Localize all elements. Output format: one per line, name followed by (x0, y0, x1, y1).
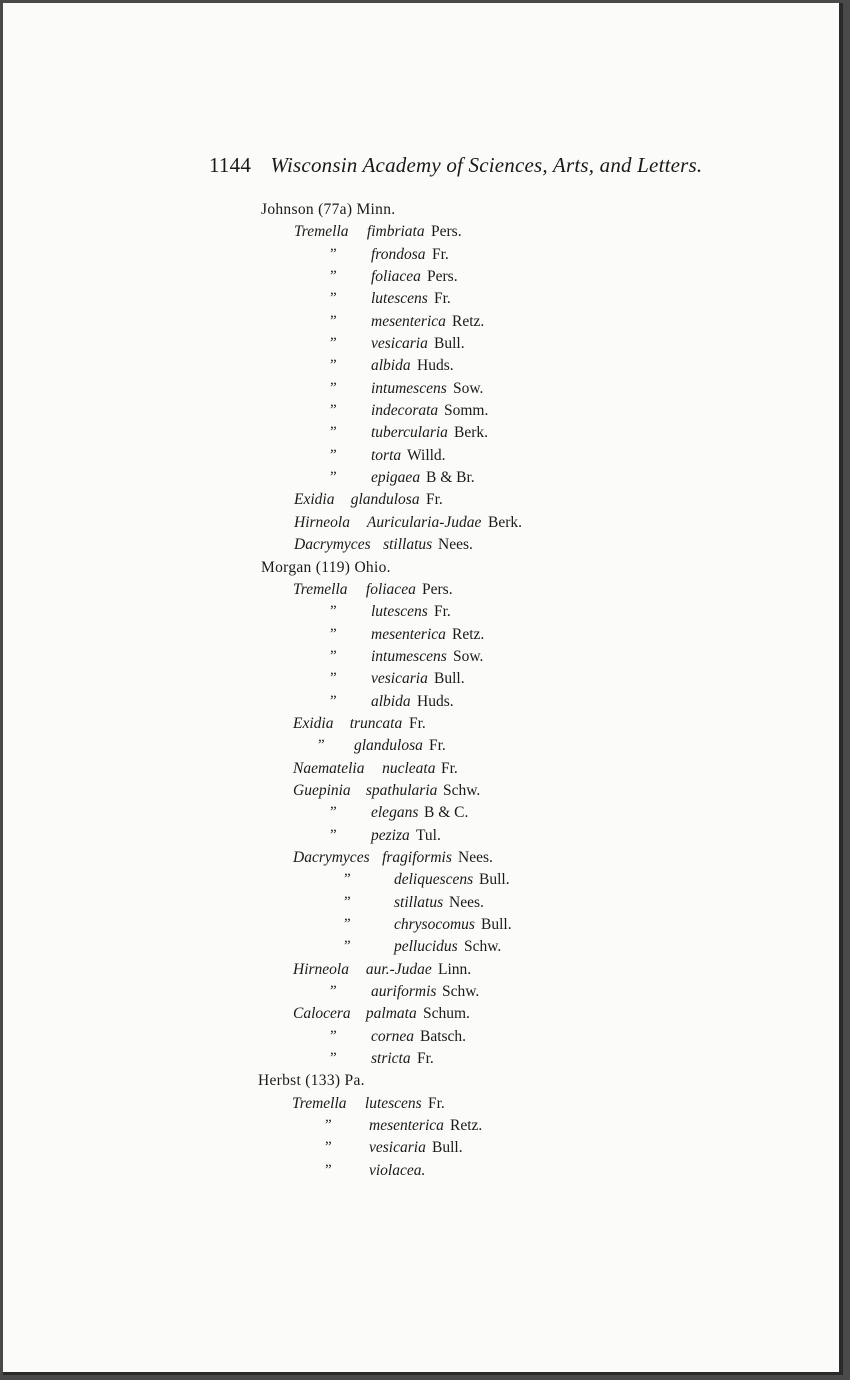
species-epithet: aur.-Judae (365, 960, 432, 978)
author-abbrev: Schw. (442, 983, 480, 1001)
locality-text: Johnson (77a) Minn. (261, 201, 396, 218)
author-abbrev: Fr. (428, 1094, 445, 1112)
species-epithet: Auricularia-Judae (366, 513, 482, 531)
species-epithet: lutescens (371, 603, 428, 621)
species-epithet: violacea. (369, 1161, 426, 1179)
ditto-mark: ” (330, 335, 337, 352)
species-epithet: foliacea (365, 580, 416, 598)
species-epithet: intumescens (371, 647, 447, 665)
species-epithet: glandulosa (350, 491, 420, 509)
species-entry (3, 938, 843, 960)
ditto-mark: ” (330, 826, 337, 843)
species-epithet: albida (371, 692, 411, 710)
species-epithet: albida (371, 357, 411, 375)
author-abbrev: Retz. (452, 625, 485, 643)
species-entry (3, 424, 843, 446)
species-epithet: foliacea (371, 268, 421, 286)
author-abbrev: Nees. (449, 893, 484, 911)
author-abbrev: Huds. (417, 692, 454, 710)
species-entry (3, 1139, 843, 1161)
locality-heading (3, 559, 843, 581)
genus-name: Exidia (293, 714, 334, 732)
author-abbrev: Sow. (453, 379, 484, 397)
species-entry (3, 313, 843, 335)
ditto-mark: ” (330, 804, 337, 821)
journal-title: Wisconsin Academy of Sciences, Arts, and Letters. (270, 153, 703, 177)
ditto-mark: ” (330, 379, 337, 396)
species-entry (3, 1028, 843, 1050)
ditto-mark: ” (325, 1161, 332, 1178)
author-abbrev: Linn. (438, 960, 472, 978)
species-entry (3, 1117, 843, 1139)
species-entry (3, 871, 843, 893)
ditto-mark: ” (330, 312, 337, 329)
species-epithet: intumescens (371, 379, 447, 397)
locality-text: Morgan (119) Ohio. (261, 558, 391, 576)
species-epithet: spathularia (365, 781, 438, 799)
species-entry (3, 469, 843, 491)
author-abbrev: Pers. (422, 580, 453, 598)
species-epithet: fragiformis (382, 848, 452, 866)
ditto-mark: ” (330, 446, 337, 463)
species-entry (3, 715, 843, 737)
species-entry (3, 223, 843, 245)
species-entry (3, 447, 843, 469)
author-abbrev: Bull. (479, 871, 510, 889)
species-epithet: vesicaria (371, 670, 428, 688)
species-epithet: stillatus (394, 893, 444, 911)
ditto-mark: ” (330, 1027, 337, 1044)
species-entry (3, 804, 843, 826)
species-epithet: frondosa (371, 245, 426, 263)
species-entry (3, 1005, 843, 1027)
ditto-mark: ” (325, 1139, 332, 1156)
genus-name: Calocera (293, 1005, 351, 1023)
species-entry (3, 491, 843, 513)
species-entry (3, 983, 843, 1005)
page-header (209, 153, 702, 178)
page-number: 1144 (209, 153, 252, 177)
author-abbrev: Nees. (458, 848, 493, 866)
species-entry (3, 1050, 843, 1072)
author-abbrev: Schw. (443, 781, 481, 799)
ditto-mark: ” (330, 625, 337, 642)
author-abbrev: Fr. (426, 491, 443, 509)
ditto-mark: ” (344, 893, 351, 910)
species-entry (3, 514, 843, 536)
species-epithet: nucleata (382, 759, 436, 777)
ditto-mark: ” (330, 603, 337, 620)
species-entry (3, 246, 843, 268)
ditto-mark: ” (330, 357, 337, 374)
species-entry (3, 670, 843, 692)
species-entry (3, 603, 843, 625)
species-epithet: fimbriata (366, 223, 425, 241)
author-abbrev: B & Br. (426, 469, 475, 487)
species-entry (3, 268, 843, 290)
author-abbrev: Willd. (407, 446, 446, 464)
ditto-mark: ” (344, 916, 351, 932)
genus-name: Exidia (294, 491, 335, 509)
species-epithet: mesenterica (371, 625, 446, 643)
author-abbrev: Fr. (434, 603, 451, 621)
ditto-mark: ” (330, 670, 337, 687)
species-entry (3, 380, 843, 402)
author-abbrev: Fr. (434, 290, 451, 308)
author-abbrev: Bull. (434, 670, 465, 688)
species-entry (3, 849, 843, 871)
ditto-mark: ” (330, 647, 337, 664)
species-entry (3, 648, 843, 670)
species-entry (3, 1162, 843, 1184)
species-epithet: stricta (371, 1050, 411, 1068)
species-epithet: vesicaria (369, 1139, 426, 1157)
species-epithet: auriformis (371, 983, 437, 1001)
species-entry (3, 737, 843, 759)
author-abbrev: Fr. (432, 245, 449, 263)
ditto-mark: ” (330, 983, 337, 1000)
author-abbrev: Bull. (481, 916, 512, 933)
locality-heading (3, 1072, 843, 1094)
ditto-mark: ” (330, 469, 337, 486)
author-abbrev: Tul. (416, 826, 441, 844)
author-abbrev: Retz. (450, 1117, 483, 1135)
genus-name: Dacrymyces (293, 848, 370, 866)
species-epithet: chrysocomus (394, 916, 475, 933)
species-entry (3, 894, 843, 916)
species-entry (3, 916, 843, 938)
species-entry (3, 1095, 843, 1117)
author-abbrev: B & C. (424, 804, 469, 822)
genus-name: Tremella (294, 223, 349, 241)
author-abbrev: Fr. (409, 714, 426, 732)
ditto-mark: ” (330, 402, 337, 419)
species-epithet: stillatus (383, 536, 433, 554)
author-abbrev: Batsch. (420, 1027, 467, 1045)
genus-name: Dacrymyces (294, 536, 371, 554)
author-abbrev: Pers. (427, 268, 458, 286)
species-epithet: cornea (371, 1027, 415, 1045)
species-epithet: peziza (371, 826, 410, 844)
species-epithet: pellucidus (394, 938, 458, 956)
genus-name: Hirneola (293, 960, 349, 978)
genus-name: Hirneola (294, 513, 350, 531)
species-entry (3, 961, 843, 983)
author-abbrev: Retz. (452, 312, 485, 330)
author-abbrev: Schw. (464, 938, 502, 956)
author-abbrev: Fr. (429, 737, 446, 755)
species-entry (3, 827, 843, 849)
species-epithet: palmata (365, 1005, 417, 1023)
species-entry (3, 693, 843, 715)
species-epithet: indecorata (371, 402, 439, 420)
species-entry (3, 626, 843, 648)
ditto-mark: ” (330, 290, 337, 307)
author-abbrev: Fr. (441, 759, 458, 777)
author-abbrev: Sow. (453, 647, 484, 665)
species-entry (3, 335, 843, 357)
author-abbrev: Nees. (438, 536, 473, 554)
species-entry (3, 357, 843, 379)
locality-heading (3, 201, 843, 223)
species-epithet: mesenterica (371, 312, 446, 330)
species-entry (3, 581, 843, 603)
author-abbrev: Huds. (417, 357, 454, 375)
species-epithet: epigaea (371, 469, 421, 487)
species-epithet: torta (371, 446, 402, 464)
genus-name: Guepinia (293, 781, 351, 799)
species-epithet: tubercularia (371, 424, 448, 442)
author-abbrev: Fr. (417, 1050, 434, 1068)
species-epithet: vesicaria (371, 335, 428, 353)
species-epithet: truncata (349, 714, 403, 732)
species-epithet: mesenterica (369, 1117, 444, 1135)
species-entry (3, 536, 843, 558)
species-entry (3, 782, 843, 804)
species-epithet: elegans (371, 804, 419, 822)
ditto-mark: ” (330, 424, 337, 441)
species-epithet: lutescens (371, 290, 428, 308)
locality-text: Herbst (133) Pa. (258, 1072, 365, 1090)
document-page (3, 3, 843, 1375)
genus-name: Tremella (293, 580, 348, 598)
species-entry (3, 402, 843, 424)
author-abbrev: Berk. (488, 513, 523, 531)
species-entry (3, 760, 843, 782)
author-abbrev: Somm. (444, 402, 489, 420)
ditto-mark: ” (330, 1050, 337, 1067)
ditto-mark: ” (330, 268, 337, 285)
author-abbrev: Bull. (432, 1139, 463, 1157)
ditto-mark: ” (318, 737, 325, 754)
ditto-mark: ” (344, 871, 351, 888)
author-abbrev: Schum. (423, 1005, 470, 1023)
ditto-mark: ” (330, 692, 337, 709)
ditto-mark: ” (330, 245, 337, 262)
species-list (3, 201, 843, 1184)
ditto-mark: ” (344, 938, 351, 955)
ditto-mark: ” (325, 1117, 332, 1134)
genus-name: Naematelia (293, 759, 365, 777)
genus-name: Tremella (292, 1094, 347, 1112)
species-epithet: glandulosa (354, 737, 423, 755)
species-epithet: lutescens (364, 1094, 422, 1112)
species-epithet: deliquescens (394, 871, 474, 889)
author-abbrev: Pers. (431, 223, 462, 241)
author-abbrev: Berk. (454, 424, 489, 442)
author-abbrev: Bull. (434, 335, 465, 353)
species-entry (3, 290, 843, 312)
